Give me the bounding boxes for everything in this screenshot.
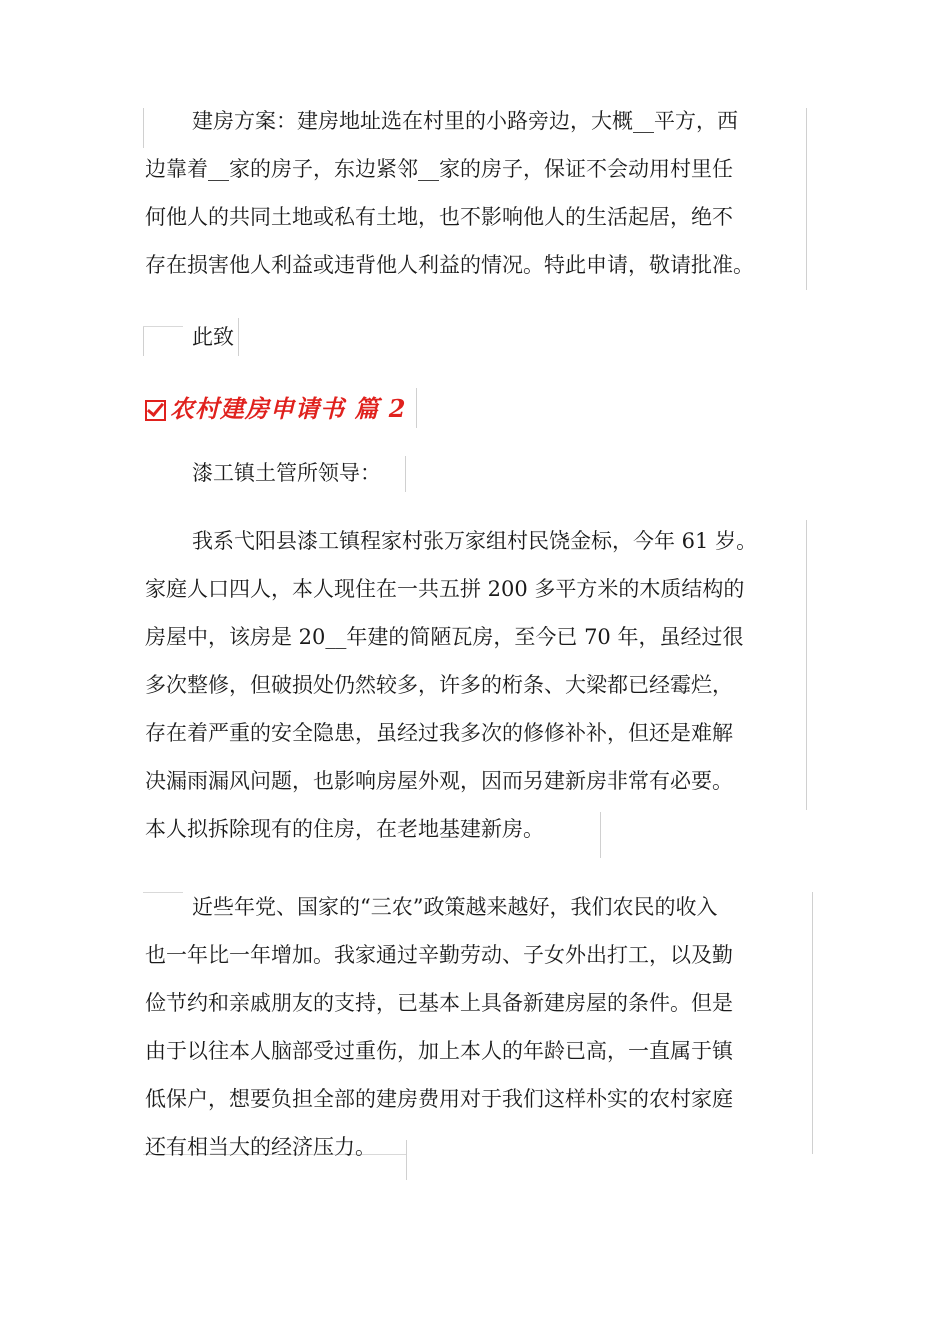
paragraph-addressee — [145, 449, 381, 497]
text-line: 也一年比一年增加。我家通过辛勤劳动、子女外出打工，以及勤 — [145, 943, 733, 967]
paragraph-salutation-closing — [145, 313, 234, 361]
margin-guide — [143, 326, 144, 356]
text-line: 近些年党、国家的“三农”政策越来越好，我们农民的收入 — [192, 895, 718, 919]
margin-guide — [238, 318, 239, 356]
text-line: 漆工镇土管所领导： — [192, 461, 381, 485]
heading-text: 农村建房申请书 篇 2 — [170, 393, 407, 423]
text-line: 我系弋阳县漆工镇程家村张万家组村民饶金标，今年 61 岁。 — [192, 529, 758, 553]
text-line: 低保户，想要负担全部的建房费用对于我们这样朴实的农村家庭 — [145, 1087, 733, 1111]
margin-guide — [143, 108, 144, 148]
text-line: 由于以往本人脑部受过重伤，加上本人的年龄已高，一直属于镇 — [145, 1039, 733, 1063]
text-line: 还有相当大的经济压力。 — [145, 1135, 376, 1159]
margin-guide — [416, 388, 417, 428]
text-line: 建房方案：建房地址选在村里的小路旁边，大概__平方，西 — [192, 109, 738, 133]
text-line: 边靠着__家的房子，东边紧邻__家的房子，保证不会动用村里任 — [145, 157, 733, 181]
margin-guide — [812, 892, 813, 1154]
checkbox-icon — [145, 400, 166, 421]
text-line: 俭节约和亲戚朋友的支持，已基本上具备新建房屋的条件。但是 — [145, 991, 733, 1015]
text-line: 此致 — [192, 325, 234, 349]
text-line: 决漏雨漏风问题，也影响房屋外观，因而另建新房非常有必要。 — [145, 769, 733, 793]
section-heading — [145, 384, 406, 428]
paragraph-economic-situation — [145, 883, 733, 1171]
text-line: 存在损害他人利益或违背他人利益的情况。特此申请，敬请批准。 — [145, 253, 754, 277]
text-line: 多次整修，但破损处仍然较多，许多的桁条、大梁都已经霉烂， — [145, 673, 733, 697]
text-line: 家庭人口四人，本人现住在一共五拼 200 多平方米的木质结构的 — [145, 577, 745, 601]
margin-guide — [806, 520, 807, 810]
margin-guide — [405, 456, 406, 492]
text-line: 房屋中，该房是 20__年建的简陋瓦房，至今已 70 年，虽经过很 — [145, 625, 744, 649]
text-line: 何他人的共同土地或私有土地，也不影响他人的生活起居，绝不 — [145, 205, 733, 229]
paragraph-building-plan — [145, 97, 754, 289]
paragraph-family-situation — [145, 517, 757, 853]
text-line: 本人拟拆除现有的住房，在老地基建新房。 — [145, 817, 544, 841]
text-line: 存在着严重的安全隐患，虽经过我多次的修修补补，但还是难解 — [145, 721, 733, 745]
margin-guide — [806, 108, 807, 290]
